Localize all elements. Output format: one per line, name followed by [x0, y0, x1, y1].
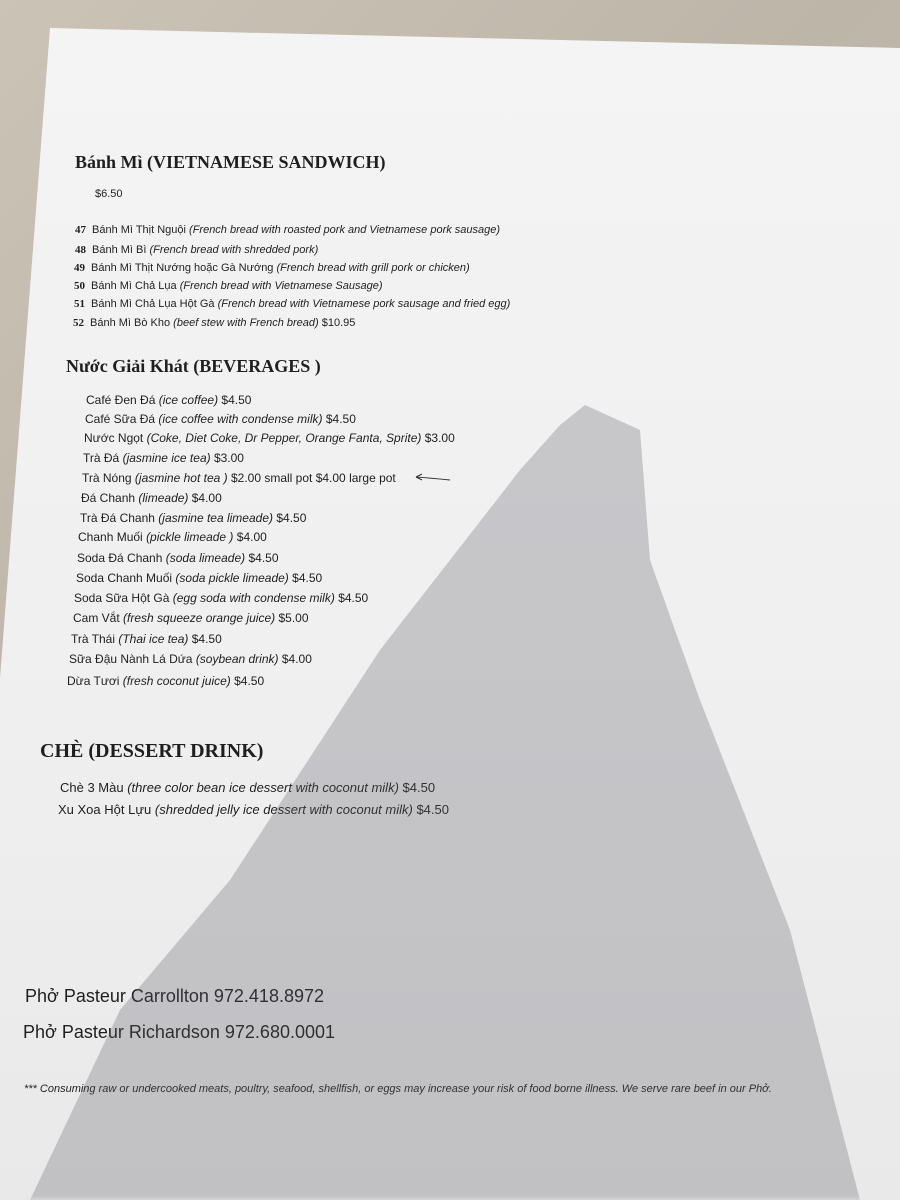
beverage-item — [78, 530, 267, 544]
item-name: Trà Đá — [83, 451, 120, 465]
item-price: $4.50 — [276, 511, 307, 525]
handwritten-arrow-icon — [412, 472, 452, 484]
item-number: 48 — [75, 244, 86, 256]
item-price: $10.95 — [321, 317, 356, 329]
item-name: Bánh Mì Chả Lụa Hột Gà — [91, 298, 215, 310]
item-name: Soda Chanh Muối — [76, 571, 173, 585]
beverage-item — [81, 491, 222, 505]
item-number: 52 — [73, 317, 84, 329]
location-carrollton: Phở Pasteur Carrollton 972.418.8972 — [25, 986, 324, 1006]
item-name: Dừa Tươi — [67, 674, 120, 688]
item-desc: (French bread with shredded pork) — [149, 244, 319, 256]
beverage-item — [84, 431, 455, 445]
item-name: Trà Thái — [71, 632, 116, 646]
item-price: $3.00 — [424, 431, 455, 445]
item-desc: (shredded jelly ice dessert with coconut milk) — [154, 802, 413, 817]
item-number: 47 — [75, 224, 86, 236]
item-name: Cam Vắt — [73, 611, 120, 625]
beverage-item — [86, 393, 251, 407]
beverage-item — [73, 611, 309, 625]
dessert-item — [58, 802, 449, 817]
menu-item — [74, 298, 510, 310]
item-name: Soda Đá Chanh — [77, 551, 163, 565]
item-desc: (French bread with roasted pork and Vietnamese pork sausage) — [189, 224, 501, 236]
item-name: Bánh Mì Thịt Nguội — [92, 224, 186, 236]
menu-item — [73, 317, 355, 329]
item-price: $4.00 — [191, 491, 222, 505]
item-name: Nước Ngọt — [84, 431, 144, 445]
dessert-item — [60, 780, 435, 795]
item-price: $4.50 — [338, 591, 369, 605]
item-name: Sữa Đậu Nành Lá Dứa — [69, 652, 193, 666]
item-name: Xu Xoa Hột Lựu — [58, 802, 152, 817]
menu-item — [74, 262, 470, 274]
item-desc: (soda pickle limeade) — [175, 571, 289, 585]
item-desc: (pickle limeade ) — [146, 530, 234, 544]
item-name: Café Đen Đá — [86, 393, 156, 407]
item-desc: (jasmine hot tea ) — [134, 471, 228, 485]
item-name: Chè 3 Màu — [60, 780, 124, 795]
item-price: $4.50 — [248, 551, 279, 565]
food-safety-disclaimer: *** Consuming raw or undercooked meats, poultry, seafood, shellfish, or eggs may increase your risk of food borne illness. We serve rare beef in our Phở. — [24, 1083, 772, 1095]
item-desc: (soybean drink) — [195, 652, 279, 666]
menu-item — [75, 244, 318, 256]
item-desc: (fresh squeeze orange juice) — [123, 611, 276, 625]
beverage-item — [76, 571, 322, 585]
item-desc: (beef stew with French bread) — [173, 317, 319, 329]
item-price: $4.50 — [402, 780, 436, 795]
item-name: Bánh Mì Thịt Nướng hoặc Gà Nướng — [91, 262, 274, 274]
item-number: 49 — [74, 262, 85, 274]
item-price: $2.00 small pot $4.00 large pot — [230, 471, 396, 485]
menu-item — [74, 280, 382, 292]
location-richardson: Phở Pasteur Richardson 972.680.0001 — [23, 1022, 336, 1042]
item-name: Trà Đá Chanh — [80, 511, 155, 525]
item-number: 50 — [74, 280, 85, 292]
item-price: $4.50 — [191, 632, 222, 646]
item-desc: (French bread with grill pork or chicken) — [276, 262, 470, 274]
item-name: Chanh Muối — [78, 530, 143, 544]
beverage-item — [77, 551, 279, 565]
banh-mi-price: $6.50 — [95, 188, 123, 200]
item-desc: (French bread with Vietnamese Sausage) — [179, 280, 383, 292]
item-desc: (soda limeade) — [165, 551, 246, 565]
item-name: Bánh Mì Bì — [92, 244, 147, 256]
beverage-item — [67, 674, 264, 688]
item-price: $4.50 — [234, 674, 265, 688]
item-desc: (Thai ice tea) — [118, 632, 189, 646]
dessert-title: CHÈ (DESSERT DRINK) — [40, 740, 264, 762]
item-desc: (three color bean ice dessert with coconut milk) — [127, 780, 399, 795]
item-name: Bánh Mì Bò Kho — [90, 317, 171, 329]
item-price: $5.00 — [278, 611, 309, 625]
item-price: $3.00 — [213, 451, 244, 465]
beverage-item — [71, 632, 222, 646]
item-name: Café Sữa Đá — [85, 412, 156, 426]
item-name: Soda Sữa Hột Gà — [74, 591, 170, 605]
beverage-item — [80, 511, 306, 525]
item-desc: (egg soda with condense milk) — [172, 591, 335, 605]
beverage-item — [83, 451, 244, 465]
beverages-title: Nước Giải Khát (BEVERAGES ) — [66, 356, 321, 376]
item-price: $4.50 — [416, 802, 449, 817]
item-desc: (limeade) — [138, 491, 189, 505]
menu-item — [75, 224, 500, 236]
banh-mi-title: Bánh Mì (VIETNAMESE SANDWICH) — [75, 152, 386, 172]
item-price: $4.50 — [292, 571, 323, 585]
item-desc: (jasmine ice tea) — [122, 451, 211, 465]
item-name: Bánh Mì Chả Lụa — [91, 280, 177, 292]
beverage-item — [74, 591, 368, 605]
item-desc: (jasmine tea limeade) — [158, 511, 273, 525]
item-price: $4.50 — [221, 393, 252, 407]
item-number: 51 — [74, 298, 85, 310]
item-desc: (ice coffee) — [158, 393, 219, 407]
item-name: Đá Chanh — [81, 491, 136, 505]
item-price: $4.00 — [236, 530, 267, 544]
item-desc: (ice coffee with condense milk) — [158, 412, 323, 426]
item-price: $4.50 — [325, 412, 356, 426]
item-desc: (Coke, Diet Coke, Dr Pepper, Orange Fanta, Sprite) — [146, 431, 422, 445]
item-name: Trà Nóng — [82, 471, 132, 485]
beverage-item — [85, 412, 356, 426]
beverage-item — [82, 471, 396, 485]
item-desc: (French bread with Vietnamese pork sausage and fried egg) — [217, 298, 511, 310]
item-price: $4.00 — [281, 652, 312, 666]
item-desc: (fresh coconut juice) — [122, 674, 231, 688]
beverage-item — [69, 652, 312, 666]
